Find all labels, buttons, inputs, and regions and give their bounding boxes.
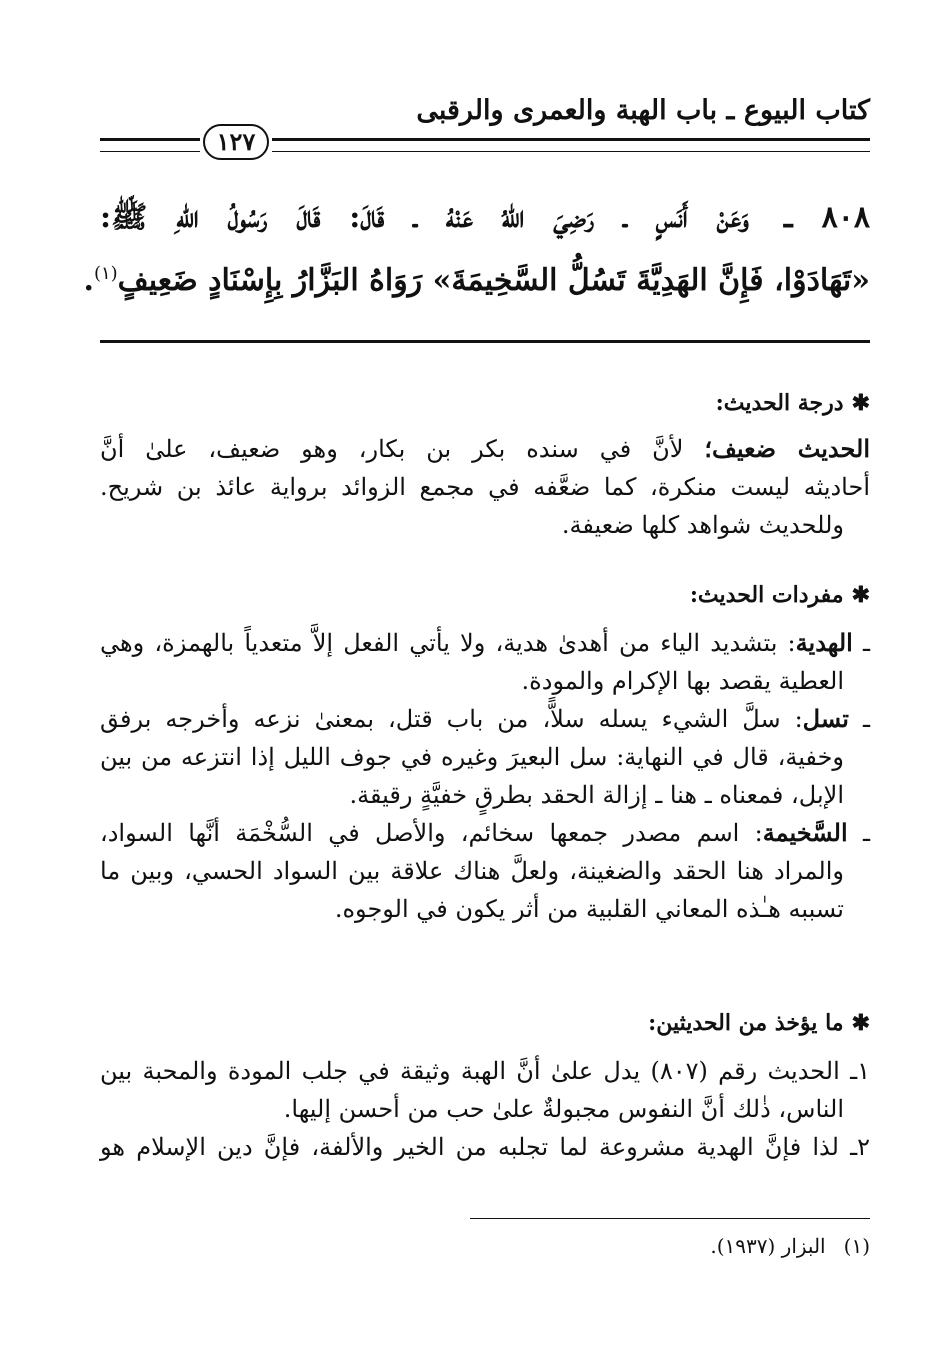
- hadith-line-2: [83, 246, 870, 309]
- vocab-line-3: ـ تسل: سلَّ الشيء يسله سلاًّ، من باب قتل، بمعنىٰ نزعه وأخرجه برفق: [100, 704, 870, 733]
- hadith-block: [83, 190, 870, 309]
- grade-paragraph: [100, 430, 870, 544]
- footnote-number: (١): [843, 1234, 870, 1258]
- hadith-text-2: رَوَاهُ البَزَّارُ بِإِسْنَادٍ ضَعِيفٍ: [117, 263, 423, 298]
- hadith-text-1: وَعَنْ أَنَسٍ ـ رَضِيَ اللهُ عَنْهُ ـ قَالَ: قَالَ رَسُولُ اللهِ ﷺ:: [100, 200, 749, 235]
- vocab-line-6: ـ السَّخيمة: اسم مصدر جمعها سخائم، والأصل في السُّخْمَة أنَّها السواد،: [100, 818, 870, 847]
- hadith-number: ٨٠٨ ـ: [783, 200, 870, 235]
- hadith-end: .: [83, 263, 94, 298]
- lessons-heading: ✱ما يؤخذ من الحديثين:: [648, 1010, 870, 1036]
- grade-heading: ✱درجة الحديث:: [715, 390, 870, 416]
- running-title: كتاب البيوع ـ باب الهبة والعمرى والرقبى: [416, 95, 870, 126]
- lessons-line-2: الناس، ذٰلك أنَّ النفوس مجبولةٌ علىٰ حب من أحسن إليها.: [283, 1095, 844, 1123]
- section-divider: [100, 340, 870, 343]
- vocab-line-2: العطية يقصد بها الإكرام والمودة.: [521, 667, 844, 695]
- footnote-text: البزار (١٩٣٧).: [710, 1234, 826, 1258]
- footnote-reference: (١): [93, 263, 118, 284]
- lessons-line-1: ١ـ الحديث رقم (٨٠٧) يدل علىٰ أنَّ الهبة وثيقة في جلب المودة والمحبة بين: [100, 1057, 870, 1085]
- grade-line-3: وللحديث شواهد كلها ضعيفة.: [561, 511, 844, 539]
- lessons-paragraph: [100, 1052, 870, 1166]
- vocab-line-8: تسببه هـٰذه المعاني القلبية من أثر يكون في الوجوه.: [334, 895, 844, 923]
- lessons-line-3: ٢ـ لذا فإنَّ الهدية مشروعة لما تجلبه من الخير والألفة، فإنَّ دين الإسلام هو: [100, 1133, 870, 1161]
- vocab-paragraph: [100, 624, 870, 928]
- grade-line-2: أحاديثه ليست منكرة، كما ضعَّفه في مجمع الزوائد برواية عائذ بن شريح.: [100, 473, 870, 501]
- vocab-heading: ✱مفردات الحديث:: [689, 582, 870, 608]
- star-icon: ✱: [851, 1010, 870, 1036]
- vocab-line-7: والمراد هنا الحقد والضغينة، ولعلَّ هناك علاقة بين السواد الحسي، وبين ما: [100, 857, 844, 885]
- page-number: ١٢٧: [203, 124, 269, 160]
- vocab-line-5: الإبل، فمعناه ـ هنا ـ إزالة الحقد بطرقٍ خفيَّةٍ رقيقة.: [349, 781, 844, 809]
- vocab-line-4: وخفية، قال في النهاية: سل البعيرَ وغيره في جوف الليل إذا انتزعه من بين: [100, 743, 844, 771]
- vocab-line-1: ـ الهدية: بتشديد الياء من أهدىٰ هدية، ولا يأتي الفعل إلاَّ متعدياً بالهمزة، وهي: [100, 628, 870, 657]
- footnote: [710, 1234, 870, 1258]
- hadith-line-1: [100, 190, 870, 246]
- footnote-rule: [470, 1218, 870, 1219]
- header-rule-left: [100, 138, 200, 152]
- header-rule-right: [272, 138, 870, 152]
- star-icon: ✱: [851, 582, 870, 608]
- star-icon: ✱: [851, 390, 870, 416]
- grade-line-1: الحديث ضعيف؛ لأنَّ في سنده بكر بن بكار، وهو ضعيف، علىٰ أنَّ: [100, 434, 871, 463]
- hadith-quote: «تَهَادَوْا، فَإِنَّ الهَدِيَّةَ تَسُلُّ السَّخِيمَةَ»: [432, 263, 870, 298]
